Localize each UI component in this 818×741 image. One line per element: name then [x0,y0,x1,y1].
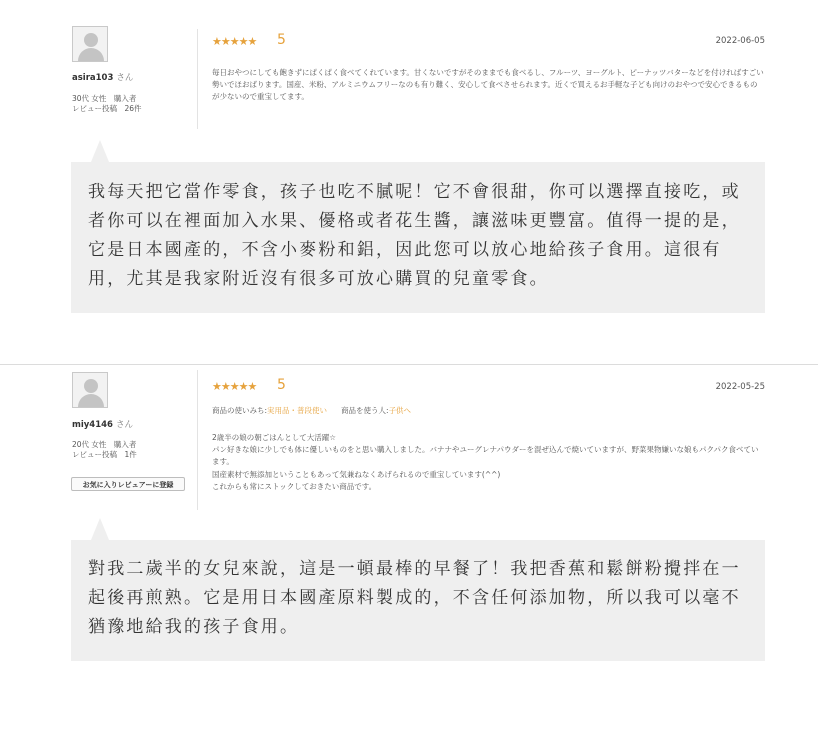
star-rating-icon: ★★★★★ [212,380,257,393]
user-placeholder-icon [84,379,98,393]
reviewer-username[interactable]: miy4146 [72,420,113,430]
honorific: さん [116,73,134,83]
review-date: 2022-05-25 [715,382,765,392]
review-date: 2022-06-05 [715,36,765,46]
review-2 [0,364,818,520]
user-label: 商品を使う人: [341,406,389,415]
favorite-reviewer-button[interactable]: お気に入りレビュアーに登録 [71,477,185,491]
reviewer-name[interactable] [72,71,133,83]
divider [197,29,198,129]
usage-value: 実用品・普段使い [267,406,328,415]
reviewer-username[interactable]: asira103 [72,73,114,83]
review-line: パン好きな娘に少しでも体に優しいものをと思い購入しました。バナナやユーグレナパウダーを混ぜ込んで焼いていますが、野菜果物嫌いな娘もパクパク食べています。 [212,445,759,467]
avatar[interactable] [72,26,108,62]
reviewer-post-count: レビュー投稿 1件 [72,450,137,459]
usage-label: 商品の使いみち: [212,406,268,415]
avatar[interactable] [72,372,108,408]
review-line: 2歳半の娘の朝ごはんとして大活躍☆ [212,433,336,442]
review-tags [212,405,411,416]
user-placeholder-icon [84,33,98,47]
reviewer-name[interactable] [72,418,133,430]
review-body: 毎日おやつにしても飽きずにぱくぱく食べてくれています。甘くないですがそのままでも食べるし、フルーツ、ヨーグルト、ピーナッツバターなどを付ければすごい勢いでほおばります。国産、米粉、アルミニウムフリーなのも有り難く、安心して食べさせられます。近くで買えるお手軽な子ども向けのおやつで安心できるものが少ないので重宝してます。 [212,68,764,102]
translation-bubble-2 [71,540,765,661]
review-line: 国産素材で無添加ということもあって気兼ねなくあげられるので重宝しています(^^) [212,469,501,479]
rating-score: 5 [277,377,286,393]
star-rating-icon: ★★★★★ [212,35,257,48]
reviewer-demographics: 30代 女性 購入者 [72,94,137,103]
divider [197,370,198,510]
reviewer-profile [72,94,142,114]
honorific: さん [115,420,133,430]
translation-text: 我每天把它當作零食，孩子也吃不膩呢！它不會很甜，你可以選擇直接吃，或者你可以在裡面加入水果、優格或者花生醬，讓滋味更豐富。值得一提的是，它是日本國產的，不含小麥粉和鋁，因此您可以放心地給孩子食用。這很有用，尤其是我家附近沒有很多可放心購買的兒童零食。 [88,182,741,289]
reviewer-post-count: レビュー投稿 26件 [72,104,142,113]
translation-bubble-1 [71,162,765,313]
rating-score: 5 [277,32,286,48]
user-value: 子供へ [388,406,412,415]
reviewer-profile [72,440,137,460]
review-1 [0,24,818,134]
reviewer-demographics: 20代 女性 購入者 [72,440,137,449]
review-line: これからも常にストックしておきたい商品です。 [212,481,377,491]
review-body [212,432,764,493]
translation-text: 對我二歲半的女兒來說，這是一頓最棒的早餐了！我把香蕉和鬆餅粉攪拌在一起後再煎熟。它是用日本國產原料製成的，不含任何添加物，所以我可以毫不猶豫地給我的孩子食用。 [88,559,741,637]
